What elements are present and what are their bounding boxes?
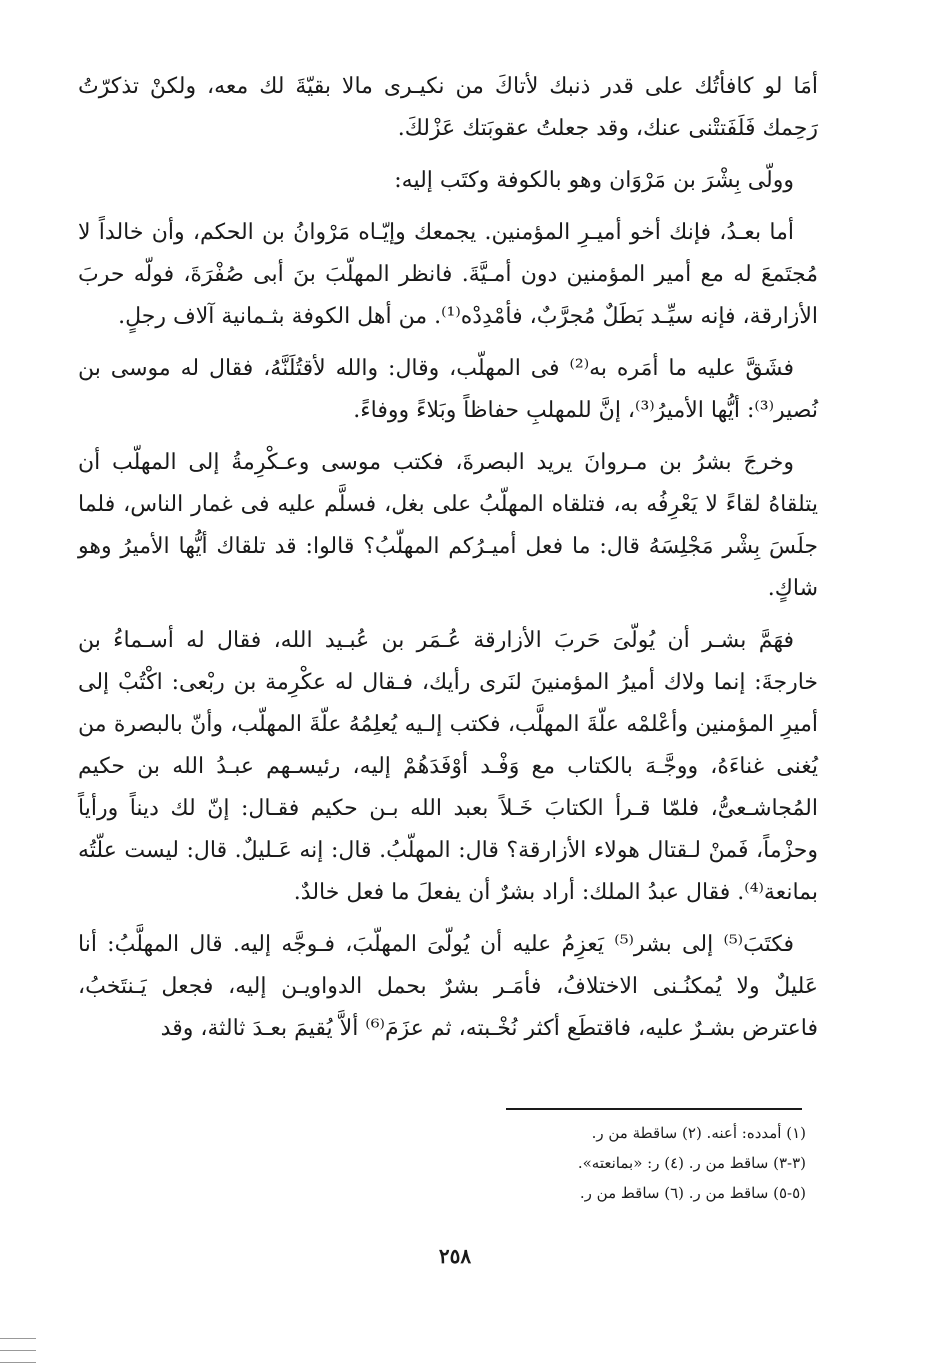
margin-tick [0,1350,36,1351]
page-number: ٢٥٨ [438,1244,472,1268]
paragraph-2: وولّى بِشْرَ بن مَرْوَان وهو بالكوفة وكتَب إليه: [394,168,794,193]
footnotes [506,1118,806,1208]
paragraph-1: أمَا لو كافأتُك على قدر ذنبك لأتاكَ من نكيـرى مالا بقيّةَ لك معه، ولكنْ تذكرّتُ رَحِمك فَلَفَتتْنى عنك، وقد جعلتُ عقوبَتك عَزْلكَ. [78,74,818,141]
footnote-line-3: (٥-٥) ساقط من ر. (٦) ساقط من ر. [579,1184,806,1202]
margin-tick [0,1362,36,1363]
paragraph-3: أما بعـدُ، فإنك أخو أميـرِ المؤمنين. يجمعك وإيّـاه مَرْوانُ بن الحكم، وأن خالداً لا مُجتَمعَ له مع أمير المؤمنين دون أمـيَّةَ. فانظر المهلّبَ بنَ أبى صُفْرَةَ، فولّه حربَ الأزارقة، فإنه سيِّـد بَطَلٌ مُجرَّبٌ، فأمْدِدْه⁽¹⁾. من أهل الكوفة بثـمانية آلاف رجلٍ. [78,220,818,329]
paragraph-7: فكتَبَ⁽⁵⁾ إلى بشر⁽⁵⁾ يَعزِمُ عليه أن يُولّىَ المهلّبَ، فـوجَّه إليه. قال المهلَّبُ: أنا عَليلٌ ولا يُمكنُـنى الاختلافُ، فأمَـر بشرٌ بحمل الدواويـن إليه، فجعل يَـنتَخبُ، فاعترض بشـرٌ عليه، فاقتطَع أكثر نُخْـبته، ثم عزَمَ⁽⁶⁾ ألاَّ يُقيمَ بعـدَ ثالثة، وقد [78,932,818,1041]
footnote-line-1: (١) أمدده: أعنه. (٢) ساقطة من ر. [591,1124,806,1142]
footnote-line-2: (٣-٣) ساقط من ر. (٤) ر: «بمانعته». [577,1154,806,1172]
paragraph-6: فهَمَّ بشـر أن يُولّىَ حَربَ الأزارقة عُـمَر بن عُبـيد الله، فقال له أسـماءُ بن خارجةَ: إنما ولاك أميرُ المؤمنينَ لنَرى رأيك، فـقال له عكْرِمة بن ربْعى: اكْتُبْ إلى أميرِ المؤمنين وأعْلمْه علّةَ المهلَّب، فكتب إلـيه يُعلِمُهُ علّةَ المهلّب، وأنّ بالبصرة من يُغنى غناءَهُ، ووجَّـهَ بالكتاب مع وَفْـد أوْفَدَهُمْ إليه، رئيسـهم عبـدُ الله بن حكيم المُجاشـعىُّ، فلمّا قـرأ الكتابَ خَـلاً بعبد الله بـن حكيم فقـال: إنّ لك ديناً ورأياً وحزْماً، فَمنْ لـقتال هولاء الأزارقة؟ قال: المهلّبُ. قال: إنه عَـليلٌ. قال: ليست علّتُه بمانعة⁽⁴⁾. فقال عبدُ الملك: أراد بشرٌ أن يفعلَ ما فعل خالدٌ. [78,628,818,905]
margin-tick [0,1338,36,1339]
paragraph-5: وخرجَ بشرُ بن مـروانَ يريد البصرةَ، فكتب موسى وعـكْرِمةُ إلى المهلّب أن يتلقاهُ لقاءً لا يَعْرِفُه به، فتلقاه المهلّبُ على بغل، فسلَّم عليه فى غمار الناس، فلما جلَسَ بِشْر مَجْلِسَهُ قال: ما فعل أميـرُكم المهلّبُ؟ قالوا: قد تلقاك أيُّها الأميرُ وهو شاكٍ. [78,450,818,601]
paragraph-4: فشَقَّ عليه ما أمَره به⁽²⁾ فى المهلّب، وقال: والله لأقتُلَنَّهُ، فقال له موسى بن نُصير⁽³⁾: أيُّها الأميرُ⁽³⁾، إنَّ للمهلبِ حفاظاً وبَلاءً ووفاءً. [78,356,818,423]
main-text [78,66,818,1060]
footnote-separator [506,1108,802,1110]
